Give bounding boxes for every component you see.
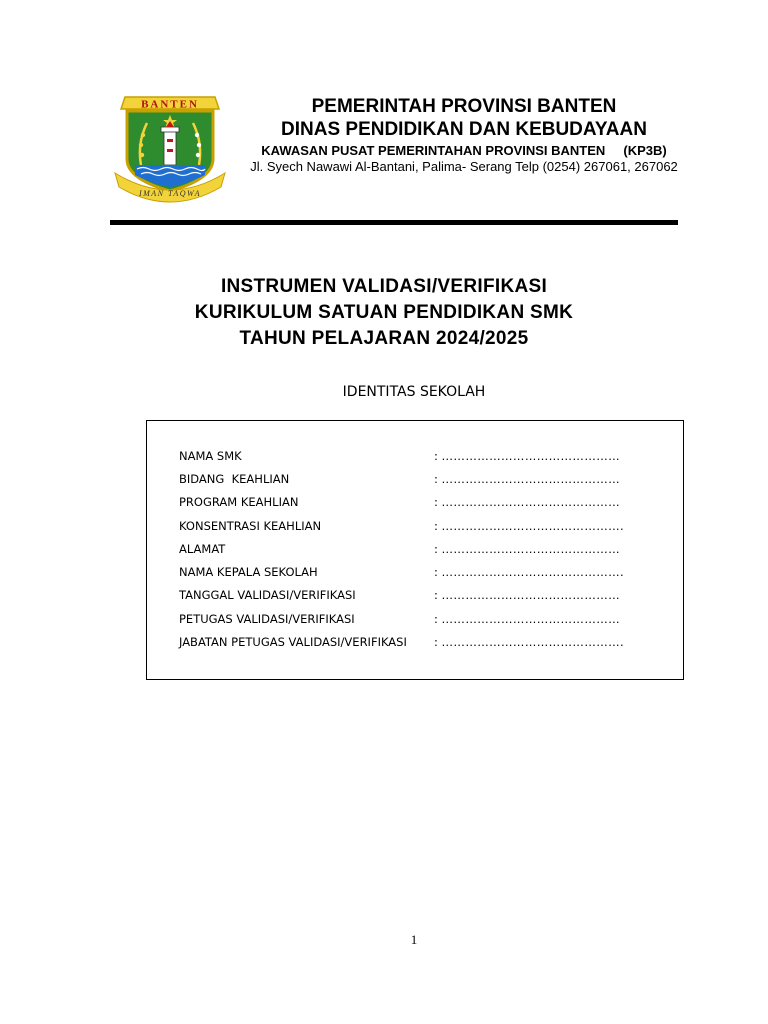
field-blank-program-keahlian[interactable]: ……………………………………… bbox=[441, 495, 621, 510]
field-separator: : bbox=[434, 565, 438, 580]
title-line-2: KURIKULUM SATUAN PENDIDIKAN SMK bbox=[194, 302, 574, 323]
field-label-konsentrasi-keahlian: KONSENTRASI KEAHLIAN bbox=[179, 518, 322, 533]
field-separator: : bbox=[434, 635, 438, 650]
field-label-nama-smk: NAMA SMK bbox=[179, 448, 242, 463]
identity-field-row bbox=[179, 584, 624, 607]
field-separator: : bbox=[434, 448, 438, 463]
field-blank-konsentrasi-keahlian[interactable]: ………………………………………. bbox=[441, 518, 625, 533]
letterhead bbox=[238, 95, 690, 175]
field-separator: : bbox=[434, 471, 438, 486]
area-line bbox=[238, 142, 690, 159]
section-title: IDENTITAS SEKOLAH bbox=[342, 384, 486, 400]
field-blank-tanggal-validasi[interactable]: ……………………………………… bbox=[441, 588, 621, 603]
field-separator: : bbox=[434, 611, 438, 626]
field-label-petugas-validasi: PETUGAS VALIDASI/VERIFIKASI bbox=[179, 611, 355, 626]
field-blank-nama-smk[interactable]: ……………………………………… bbox=[441, 448, 621, 463]
area-code: (KP3B) bbox=[623, 143, 667, 158]
office-address: Jl. Syech Nawawi Al-Bantani, Palima- Serang Telp (0254) 267061, 267062 bbox=[250, 159, 678, 174]
field-separator: : bbox=[434, 518, 438, 533]
identity-form-box bbox=[146, 420, 684, 680]
field-blank-jabatan-petugas[interactable]: ………………………………………. bbox=[441, 635, 625, 650]
identity-field-list bbox=[179, 444, 624, 654]
document-title bbox=[0, 274, 768, 352]
title-line-3: TAHUN PELAJARAN 2024/2025 bbox=[239, 328, 529, 349]
field-blank-alamat[interactable]: ……………………………………… bbox=[441, 541, 621, 556]
identity-field-row bbox=[179, 630, 624, 653]
title-line-1: INSTRUMEN VALIDASI/VERIFIKASI bbox=[220, 276, 548, 297]
field-blank-nama-kepala-sekolah[interactable]: ………………………………………. bbox=[441, 565, 625, 580]
identity-field-row bbox=[179, 607, 624, 630]
identity-field-row bbox=[179, 537, 624, 560]
letterhead-divider bbox=[110, 220, 678, 225]
field-label-bidang-keahlian: BIDANG KEAHLIAN bbox=[179, 471, 290, 486]
field-separator: : bbox=[434, 495, 438, 510]
field-label-program-keahlian: PROGRAM KEAHLIAN bbox=[179, 495, 299, 510]
logo-top-text: BANTEN bbox=[141, 98, 199, 111]
identity-field-row bbox=[179, 491, 624, 514]
field-label-nama-kepala-sekolah: NAMA KEPALA SEKOLAH bbox=[179, 565, 318, 580]
area-name: KAWASAN PUSAT PEMERINTAHAN PROVINSI BANTEN bbox=[261, 143, 606, 158]
field-label-alamat: ALAMAT bbox=[179, 541, 226, 556]
identity-field-row bbox=[179, 560, 624, 583]
field-label-tanggal-validasi: TANGGAL VALIDASI/VERIFIKASI bbox=[179, 588, 356, 603]
logo-motto-text: IMAN TAQWA bbox=[138, 189, 202, 198]
logo-tower-icon bbox=[164, 131, 176, 165]
field-separator: : bbox=[434, 588, 438, 603]
page-number: 1 bbox=[410, 932, 418, 947]
field-separator: : bbox=[434, 541, 438, 556]
government-name: PEMERINTAH PROVINSI BANTEN bbox=[311, 96, 617, 117]
banten-emblem-logo bbox=[113, 95, 227, 203]
identity-field-row bbox=[179, 514, 624, 537]
field-blank-bidang-keahlian[interactable]: ……………………………………… bbox=[441, 471, 621, 486]
field-blank-petugas-validasi[interactable]: ……………………………………… bbox=[441, 611, 621, 626]
field-label-jabatan-petugas: JABATAN PETUGAS VALIDASI/VERIFIKASI bbox=[179, 635, 407, 650]
identity-field-row bbox=[179, 444, 624, 467]
identity-field-row bbox=[179, 467, 624, 490]
office-name: DINAS PENDIDIKAN DAN KEBUDAYAAN bbox=[281, 119, 647, 140]
